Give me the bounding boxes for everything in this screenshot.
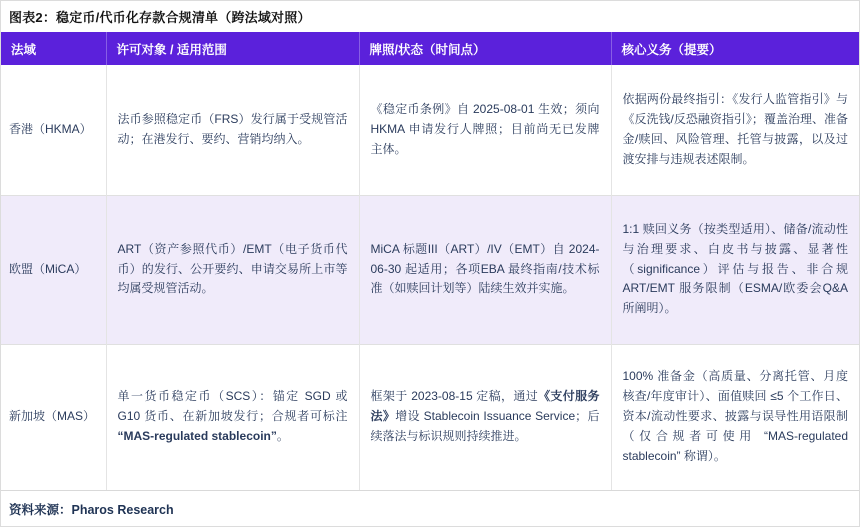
source-note: 资料来源：Pharos Research (1, 490, 859, 526)
status-cell: MiCA 标题III（ART）/IV（EMT）自 2024-06-30 起适用；各项EBA 最终指南/技术标准（如赎回计划等）陆续生效并实施。 (359, 195, 611, 344)
jurisdiction-cell: 香港（HKMA） (9, 121, 92, 136)
status-text: 框架于 2023-08-15 定稿，通过 (370, 389, 539, 404)
compliance-table (1, 32, 859, 490)
table-row-mica (1, 195, 859, 344)
header-jurisdiction: 法域 (1, 32, 106, 65)
jurisdiction-cell: 新加坡（MAS） (1, 344, 106, 490)
obligations-cell: 100% 准备金（高质量、分离托管、月度核查/年度审计）、面值赎回 ≤5 个工作日、资本/流动性要求、披露与误导性用语限制（仅合规者可使用 “MAS-regulated stablecoin” 称谓）。 (611, 344, 859, 490)
scope-text-end: 。 (276, 429, 289, 444)
figure-title: 图表2：稳定币/代币化存款合规清单（跨法域对照） (9, 10, 311, 25)
table-header (1, 32, 859, 65)
scope-cell: 法币参照稳定币（FRS）发行属于受规管活动；在港发行、要约、营销均纳入。 (106, 65, 359, 195)
header-row (1, 32, 859, 65)
obligations-cell: 1:1 赎回义务（按类型适用）、储备/流动性与治理要求、白皮书与披露、显著性（significance）评估与报告、非合规 ART/EMT 服务限制（ESMA/欧委会Q&A所阐明）。 (611, 195, 859, 344)
scope-cell: ART（资产参照代币）/EMT（电子货币代币）的发行、公开要约、申请交易所上市等均属受规管活动。 (106, 195, 359, 344)
header-status: 牌照/状态（时间点） (359, 32, 611, 65)
header-scope: 许可对象 / 适用范围 (106, 32, 359, 65)
status-bold-label: 《支付服务法》 (370, 389, 600, 424)
table-row-hkma (1, 65, 859, 195)
obligations-cell: 依据两份最终指引：《发行人监管指引》与《反洗钱/反恐融资指引》；覆盖治理、准备金/赎回、风险管理、托管与披露，以及过渡安排与违规表述限制。 (611, 65, 859, 195)
status-cell (359, 344, 611, 490)
status-cell: 《稳定币条例》自 2025-08-01 生效；须向 HKMA 申请发行人牌照；目前尚无已发牌主体。 (359, 65, 611, 195)
header-obligations: 核心义务（提要） (611, 32, 859, 65)
jurisdiction-cell: 欧盟（MiCA） (1, 195, 106, 344)
scope-cell (106, 344, 359, 490)
table-row-mas (1, 344, 859, 490)
scope-text: 单一货币稳定币（SCS）：锚定 SGD 或 G10 货币、在新加坡发行；合规者可标注 (117, 389, 348, 424)
table-body (1, 65, 859, 490)
scope-bold-label: “MAS-regulated stablecoin” (117, 429, 277, 444)
status-text-end: 增设 Stablecoin Issuance Service；后续落法与标识规则持续推进。 (370, 409, 600, 444)
